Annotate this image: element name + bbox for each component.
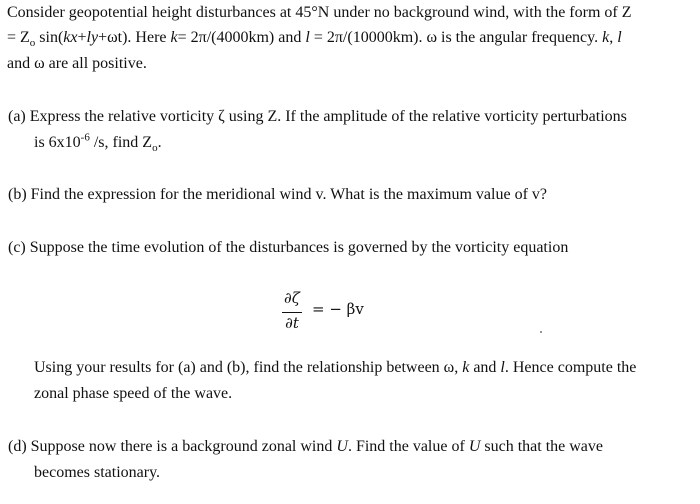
vorticity-equation [280, 289, 430, 339]
equation-numerator: ∂ζ [284, 289, 300, 307]
equation-denominator: ∂t [285, 314, 299, 332]
intro-line-2: = $Z_o$ sin(kx+ly+ωt). Here k= 2π/(4000km) and l = 2π/(10000km). ω is the angular frequency. k, l [7, 29, 622, 50]
part-c-line-3: zonal phase speed of the wave. [34, 385, 233, 402]
part-c-line-1: (c) Suppose the time evolution of the disturbances is governed by the vorticity equation [8, 239, 569, 256]
stray-dot [540, 331, 542, 333]
intro-line-1: Consider geopotential height disturbances at 45°N under no background wind, with the form of Z [7, 4, 632, 21]
part-d-line-1: (d) Suppose now there is a background zonal wind U. Find the value of U such that the wave [8, 438, 603, 455]
part-d-line-2: becomes stationary. [34, 464, 161, 481]
intro-line-3: and ω are all positive. [7, 55, 147, 72]
part-b-line-1: (b) Find the expression for the meridional wind v. What is the maximum value of v? [8, 186, 547, 203]
part-a-line-2: is $6x10^{-6}$ /s, find $Z_o$. [34, 131, 162, 155]
equation-rhs: = − βv [312, 300, 364, 318]
part-c-line-2: Using your results for (a) and (b), find the relationship between ω, k and l. Hence compute the [34, 359, 637, 376]
part-a-line-1: (a) Express the relative vorticity ζ using Z. If the amplitude of the relative vorticity perturbations [8, 108, 627, 125]
fraction-bar [282, 312, 302, 313]
